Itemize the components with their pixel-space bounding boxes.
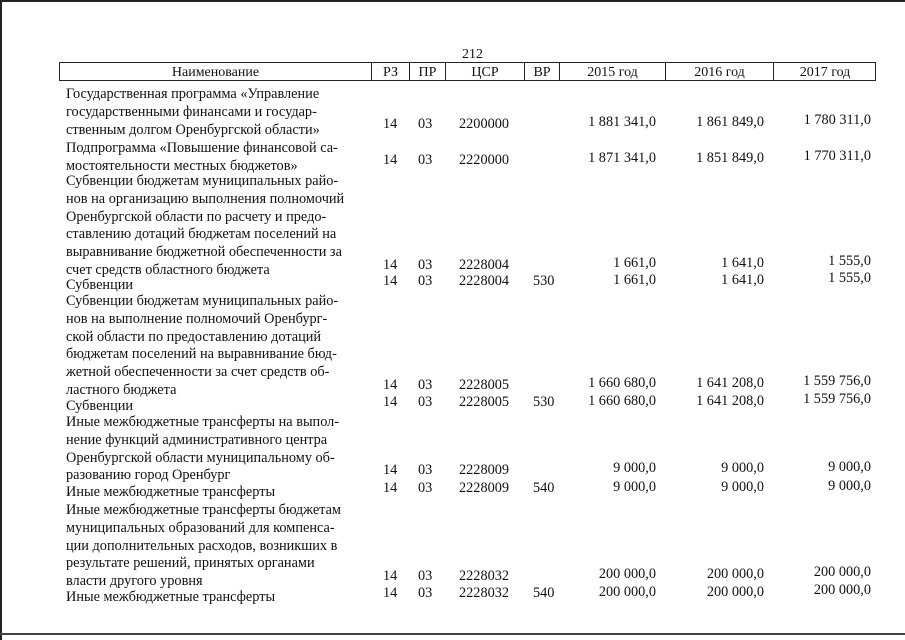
- row-name: Субвенции: [66, 277, 134, 293]
- row-2016: 1 641,0: [721, 255, 764, 271]
- row-2015: 200 000,0: [598, 566, 656, 582]
- row-pr: 03: [418, 585, 433, 601]
- scan-border-left: [0, 0, 2, 640]
- row-pr: 03: [418, 480, 433, 496]
- row-name: Государственная программа «Управление государственными финансами и государ- ственным долгом Оренбургской области»: [66, 86, 320, 138]
- row-2016: 1 641 208,0: [696, 375, 764, 391]
- row-2016: 9 000,0: [721, 479, 764, 495]
- row-rz: 14: [383, 377, 398, 393]
- row-rz: 14: [383, 116, 398, 132]
- row-name: Субвенции бюджетам муниципальных райо- нов на выполнение полномочий Оренбург- ской области по предоставлению дотаций бюджетам поселений на выравнивание бюд- жетной обеспеченности за счет средств об- ластного бюджета: [66, 293, 339, 398]
- column-header-rz: РЗ: [372, 63, 410, 80]
- row-csr: 2228004: [459, 273, 510, 289]
- row-2016: 1 861 849,0: [696, 114, 764, 130]
- row-csr: 2228004: [459, 257, 510, 273]
- row-rz: 14: [383, 585, 398, 601]
- page-number: 212: [462, 47, 483, 62]
- row-2017: 9 000,0: [828, 459, 871, 475]
- row-pr: 03: [418, 462, 433, 478]
- row-2015: 1 661,0: [613, 272, 656, 288]
- row-name: Подпрограмма «Повышение финансовой са- мостоятельности местных бюджетов»: [66, 140, 338, 174]
- row-2017: 200 000,0: [813, 564, 871, 580]
- row-csr: 2228009: [459, 462, 510, 478]
- row-vr: 540: [533, 480, 555, 496]
- row-rz: 14: [383, 394, 398, 410]
- row-2015: 9 000,0: [613, 479, 656, 495]
- row-csr: 2200000: [459, 116, 510, 132]
- column-header-vr: ВР: [525, 63, 560, 80]
- row-2016: 1 851 849,0: [696, 150, 764, 166]
- column-header-2017: 2017 год: [799, 65, 851, 80]
- row-vr: 530: [533, 394, 555, 410]
- row-rz: 14: [383, 152, 398, 168]
- row-2015: 200 000,0: [598, 584, 656, 600]
- row-2015: 1 660 680,0: [588, 375, 656, 391]
- table-header: [59, 62, 876, 81]
- row-2017: 1 559 756,0: [803, 391, 871, 407]
- scan-border-top: [0, 0, 905, 2]
- row-2015: 1 881 341,0: [588, 114, 656, 130]
- row-2015: 1 871 341,0: [588, 150, 656, 166]
- row-rz: 14: [383, 568, 398, 584]
- row-rz: 14: [383, 480, 398, 496]
- row-name: Субвенции бюджетам муниципальных райо- нов на организацию выполнения полномочий Оренбургской области по расчету и предо- ставлению дотаций бюджетам поселений на выравнивание бюджетной обеспеченности за счет средств областного бюджета: [66, 173, 345, 278]
- row-pr: 03: [418, 394, 433, 410]
- row-2017: 200 000,0: [813, 582, 871, 598]
- row-csr: 2220000: [459, 152, 510, 168]
- column-header-2015: 2015 год: [560, 63, 666, 80]
- row-2016: 200 000,0: [706, 584, 764, 600]
- row-2015: 1 660 680,0: [588, 393, 656, 409]
- row-2016: 1 641 208,0: [696, 393, 764, 409]
- column-header-name: Наименование: [60, 63, 372, 80]
- row-2016: 9 000,0: [721, 460, 764, 476]
- row-pr: 03: [418, 377, 433, 393]
- row-2017: 1 559 756,0: [803, 373, 871, 389]
- row-2017: 1 555,0: [828, 253, 871, 269]
- row-pr: 03: [418, 257, 433, 273]
- row-name: Иные межбюджетные трансферты: [66, 589, 276, 605]
- row-name: Иные межбюджетные трансферты: [66, 484, 276, 500]
- row-2017: 1 770 311,0: [803, 148, 871, 164]
- row-csr: 2228005: [459, 394, 510, 410]
- row-pr: 03: [418, 273, 433, 289]
- row-pr: 03: [418, 152, 433, 168]
- row-rz: 14: [383, 257, 398, 273]
- row-rz: 14: [383, 273, 398, 289]
- row-2016: 1 641,0: [721, 272, 764, 288]
- row-name: Иные межбюджетные трансферты бюджетам муниципальных образований для компенса- ции дополнительных расходов, возникших в результате решений, принятых органами власти другого уровня: [66, 502, 341, 590]
- scan-border-bottom: [0, 633, 905, 635]
- row-pr: 03: [418, 568, 433, 584]
- row-2015: 9 000,0: [613, 460, 656, 476]
- column-header-pr: ПР: [410, 63, 446, 80]
- row-2015: 1 661,0: [613, 255, 656, 271]
- row-csr: 2228005: [459, 377, 510, 393]
- row-vr: 530: [533, 273, 555, 289]
- row-vr: 540: [533, 585, 555, 601]
- row-csr: 2228032: [459, 568, 510, 584]
- column-header-2016: 2016 год: [666, 63, 774, 80]
- row-rz: 14: [383, 462, 398, 478]
- row-csr: 2228032: [459, 585, 510, 601]
- row-2017: 1 555,0: [828, 270, 871, 286]
- row-name: Иные межбюджетные трансферты на выпол- нение функций административного центра Оренбургской области муниципальному об- разованию город Оренбург: [66, 414, 340, 484]
- row-2017: 1 780 311,0: [803, 112, 871, 128]
- row-2017: 9 000,0: [828, 478, 871, 494]
- column-header-csr: ЦСР: [446, 63, 525, 80]
- row-csr: 2228009: [459, 480, 510, 496]
- row-name: Субвенции: [66, 398, 134, 414]
- row-pr: 03: [418, 116, 433, 132]
- row-2016: 200 000,0: [706, 566, 764, 582]
